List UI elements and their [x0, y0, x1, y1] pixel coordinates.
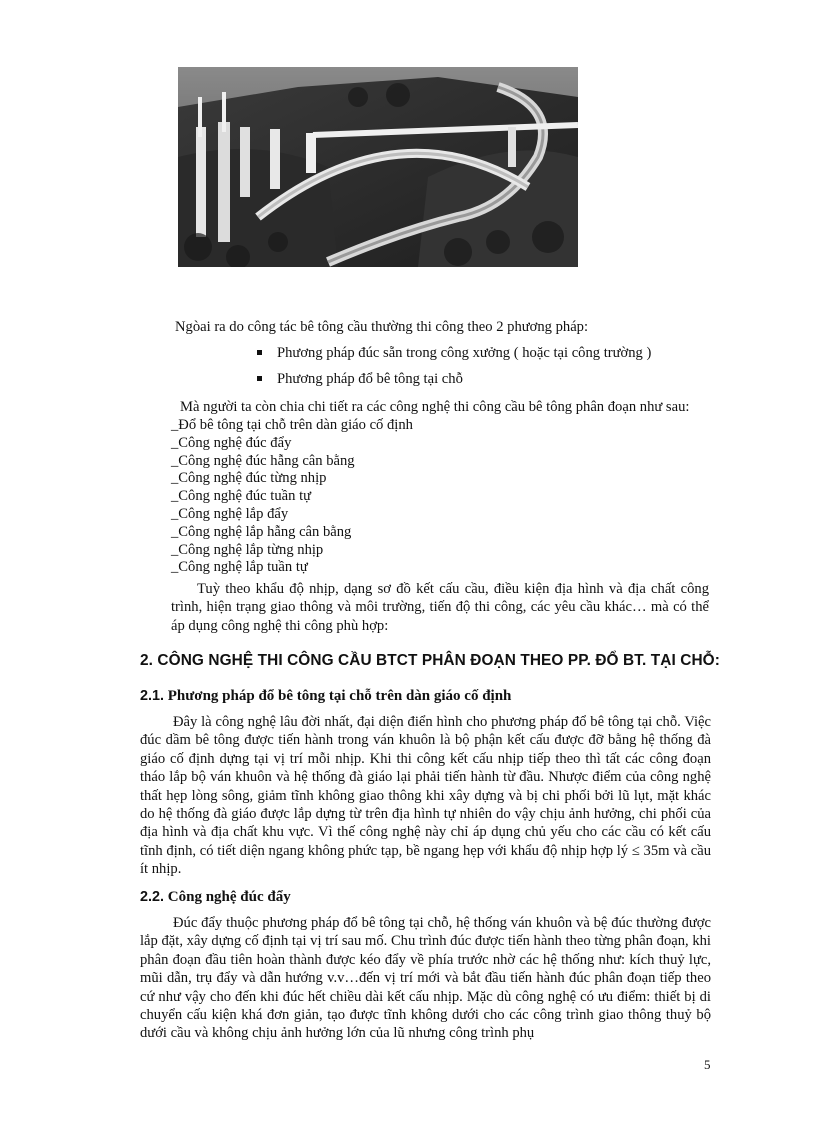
selection-paragraph: Tuỳ theo khẩu độ nhịp, dạng sơ đồ kết cấu cầu, điều kiện địa hình và địa chất công trình, hiện trạng giao thông và môi trường, tiến độ thi công, các yêu cầu khác… mà có thể áp dụng công nghệ thi công phù hợp:: [171, 581, 709, 634]
intro2-text: Mà người ta còn chia chi tiết ra các công nghệ thi công cầu bê tông phân đoạn như sau:: [180, 399, 690, 415]
list-item: _Công nghệ lắp hẫng cân bằng: [171, 523, 352, 540]
list-item: _Công nghệ đúc từng nhịp: [171, 470, 327, 487]
list-item: Phương pháp đúc sẵn trong công xưởng ( hoặc tại công trường ): [255, 344, 651, 370]
page-number: 5: [704, 1057, 711, 1072]
section-2-2-body: Đúc đẩy thuộc phương pháp đổ bê tông tại chỗ, hệ thống ván khuôn và bệ đúc thường được lắp đặt, xây dựng cố định tại vị trí sau mố. Chu trình đúc được tiến hành theo từng phân đoạn, khi phân đoạn đầu tiên hoàn thành được kéo đẩy về phía trước nhờ các hệ thống như: kích thuỷ lực, mũi dẫn, trụ đẩy và dẫn hướng v.v…đến vị trí mới và bắt đầu tiến hành đúc phân đoạn tiếp theo cứ như vậy cho đến khi đúc hết chiều dài kết cấu nhịp. Mặc dù công nghệ có ưu điểm: thiết bị di chuyển cấu kiện khá đơn giản, tạo được tĩnh không dưới cho các công trình giao thông thuỷ bộ dưới cầu và không chịu ảnh hưởng lớn của lũ nhưng công trình phụ: [140, 915, 711, 1042]
list-item: _Đổ bê tông tại chỗ trên dàn giáo cố định: [171, 417, 413, 433]
section-2-1-heading: [140, 688, 511, 705]
list-item: _Công nghệ đúc tuần tự: [171, 488, 312, 505]
section-2-1-body: Đây là công nghệ lâu đời nhất, đại diện điển hình cho phương pháp đổ bê tông tại chỗ. Việc đúc dầm bê tông được tiến hành trong ván khuôn là bộ phận kết cấu được đỡ bằng hệ thống đà giáo cố định dựng tại vị trí mỗi nhịp. Khi thi công kết cấu nhịp tiếp theo thì tất các công đoạn tháo lắp bộ ván khuôn và hệ thống đà giáo lại phải tiến hành từ đầu. Nhược điểm của công nghệ thất hẹp lòng sông, giảm tĩnh không giao thông khi xây dựng và bị chi phối bởi lũ lụt, mặt khác do hệ thống đà giáo được lắp dựng từ trên địa hình tự nhiên do vậy chịu ảnh hưởng, chi phối của địa hình và địa chất khu vực. Vì thế công nghệ này chỉ áp dụng chủ yếu cho các cầu có kết cấu tĩnh định, có tiết diện ngang không phức tạp, bề ngang hẹp với khẩu độ nhịp hợp lý ≤ 35m và cầu ít nhịp.: [140, 714, 711, 878]
list-item: _Công nghệ lắp từng nhịp: [171, 541, 324, 558]
technology-list: [171, 417, 413, 577]
section-2-2-heading: [140, 889, 291, 906]
bridge-photo: [178, 67, 578, 267]
list-item: _Công nghệ đúc hẫng cân bằng: [171, 452, 355, 469]
section-number: 2.1.: [140, 688, 165, 704]
intro-text: Ngòai ra do công tác bê tông cầu thường thi công theo 2 phương pháp:: [175, 319, 589, 335]
method-bullet-list: [255, 344, 651, 396]
list-item: _Công nghệ đúc đẩy: [171, 434, 292, 451]
list-item: _Công nghệ lắp đẩy: [171, 505, 289, 522]
section-number: 2.2.: [140, 889, 165, 905]
section-title: Phương pháp đổ bê tông tại chỗ trên dàn giáo cố định: [167, 688, 512, 704]
list-item: Phương pháp đổ bê tông tại chỗ: [255, 370, 651, 396]
section-title: Công nghệ đúc đẩy: [167, 889, 291, 905]
section-2-heading: 2. CÔNG NGHỆ THI CÔNG CẦU BTCT PHÂN ĐOẠN THEO PP. ĐỔ BT. TẠI CHỖ:: [140, 652, 720, 669]
list-item: _Công nghệ lắp tuần tự: [171, 559, 308, 576]
bridge-arch-photo-icon: [178, 67, 578, 267]
